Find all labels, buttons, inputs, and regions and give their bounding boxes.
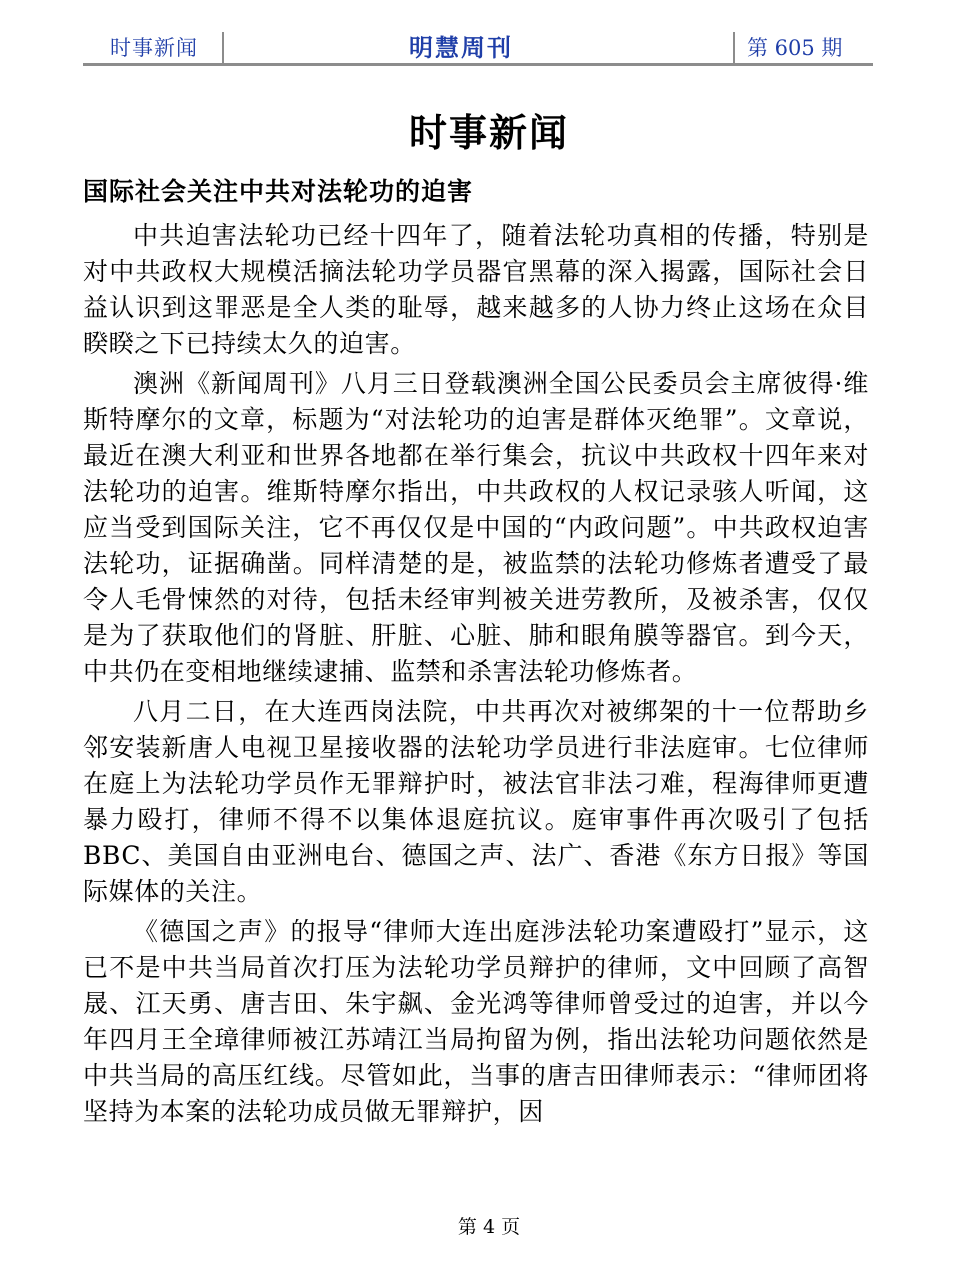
header-divider-left: [222, 32, 224, 66]
article-paragraph: 中共迫害法轮功已经十四年了，随着法轮功真相的传播，特别是对中共政权大规模活摘法轮功学员器官黑幕的深入揭露，国际社会日益认识到这罪恶是全人类的耻辱，越来越多的人协力终止这场在众目睽睽之下已持续太久的迫害。: [83, 221, 869, 358]
running-header: [83, 28, 873, 66]
article-body: [83, 218, 869, 1134]
header-divider-right: [733, 32, 735, 66]
article-paragraph: 《德国之声》的报导“律师大连出庭涉法轮功案遭殴打”显示，这已不是中共当局首次打压为法轮功学员辩护的律师，文中回顾了高智晟、江天勇、唐吉田、朱宇飙、金光鸿等律师曾受过的迫害，并以今年四月王全璋律师被江苏靖江当局拘留为例，指出法轮功问题依然是中共当局的高压红线。尽管如此，当事的唐吉田律师表示：“律师团将坚持为本案的法轮功成员做无罪辩护，因: [83, 917, 869, 1126]
article-heading: 国际社会关注中共对法轮功的迫害: [83, 177, 474, 206]
page-number: 第 4 页: [457, 1216, 521, 1238]
header-rule: [83, 63, 873, 66]
header-section-label: 时事新闻: [110, 36, 198, 60]
header-publication-title: 明慧周刊: [409, 34, 513, 62]
page-title: 时事新闻: [408, 110, 569, 155]
article-paragraph: 八月二日，在大连西岗法院，中共再次对被绑架的十一位帮助乡邻安装新唐人电视卫星接收器的法轮功学员进行非法庭审。七位律师在庭上为法轮功学员作无罪辩护时，被法官非法刁难，程海律师更遭暴力殴打，律师不得不以集体退庭抗议。庭审事件再次吸引了包括 BBC、美国自由亚洲电台、德国之声、法广、香港《东方日报》等国际媒体的关注。: [83, 697, 869, 906]
article-paragraph: 澳洲《新闻周刊》八月三日登载澳洲全国公民委员会主席彼得·维斯特摩尔的文章，标题为“对法轮功的迫害是群体灭绝罪”。文章说，最近在澳大利亚和世界各地都在举行集会，抗议中共政权十四年来对法轮功的迫害。维斯特摩尔指出，中共政权的人权记录骇人听闻，这应当受到国际关注，它不再仅仅是中国的“内政问题”。中共政权迫害法轮功，证据确凿。同样清楚的是，被监禁的法轮功修炼者遭受了最令人毛骨悚然的对待，包括未经审判被关进劳教所，及被杀害，仅仅是为了获取他们的肾脏、肝脏、心脏、肺和眼角膜等器官。到今天，中共仍在变相地继续逮捕、监禁和杀害法轮功修炼者。: [83, 369, 869, 686]
header-issue-number: 第 605 期: [747, 36, 843, 60]
